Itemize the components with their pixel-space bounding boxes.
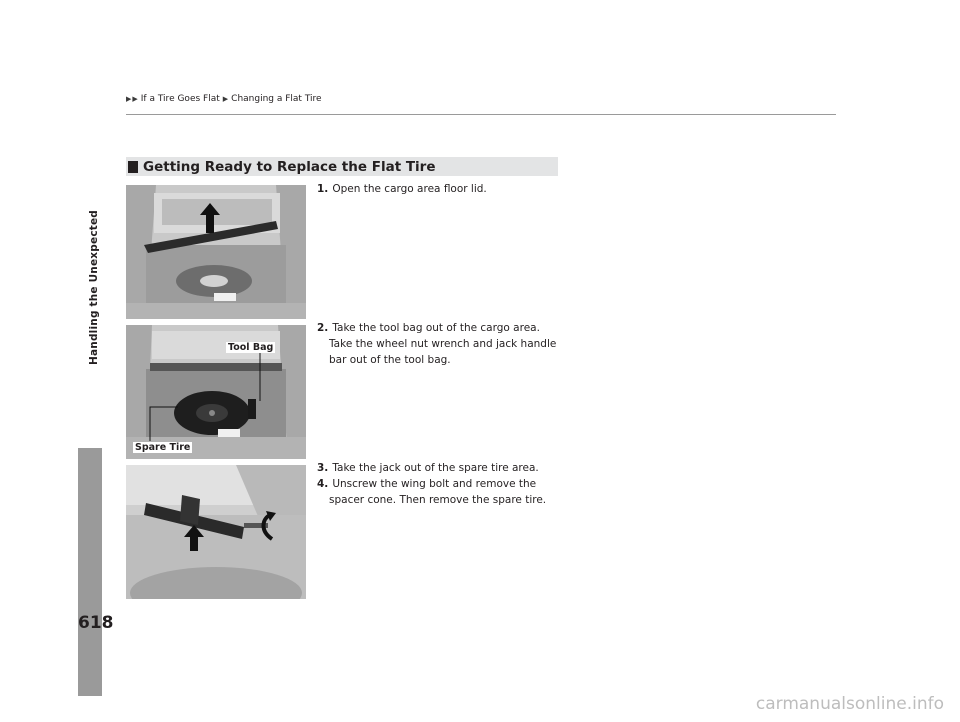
breadcrumb-arrow-icon: ▶ — [222, 95, 229, 103]
breadcrumb-item[interactable]: Changing a Flat Tire — [231, 94, 322, 104]
step-text: Unscrew the wing bolt and remove the — [332, 478, 537, 490]
section-title: Getting Ready to Replace the Flat Tire — [143, 158, 436, 175]
step-text: bar out of the tool bag. — [329, 354, 451, 366]
step-number: 2. — [317, 322, 329, 334]
cargo-floor-lid-image — [126, 185, 306, 319]
breadcrumb-arrow-icon: ▶ — [132, 95, 138, 103]
spare-tire-callout: Spare Tire — [135, 442, 191, 453]
step-text: Take the wheel nut wrench and jack handle — [329, 338, 557, 350]
chapter-label: Handling the Unexpected — [88, 210, 100, 365]
breadcrumb-arrow-icon: ▶ — [126, 95, 132, 103]
header-divider — [126, 114, 836, 115]
step-text: Open the cargo area floor lid. — [332, 183, 487, 195]
step-2 — [317, 320, 577, 368]
step-number: 4. — [317, 478, 329, 490]
tool-bag-callout: Tool Bag — [228, 342, 274, 353]
step-number: 3. — [317, 462, 329, 474]
step-1 — [317, 181, 577, 197]
chapter-tab — [78, 448, 102, 696]
page-number: 618 — [78, 613, 114, 633]
step-text: Take the jack out of the spare tire area. — [332, 462, 539, 474]
breadcrumb — [126, 94, 325, 104]
step-4 — [317, 476, 577, 508]
breadcrumb-item[interactable]: If a Tire Goes Flat — [140, 94, 220, 104]
section-heading — [126, 157, 558, 176]
tool-bag-spare-tire-image — [126, 325, 306, 459]
step-3 — [317, 460, 577, 476]
step-text: spacer cone. Then remove the spare tire. — [329, 494, 547, 506]
square-bullet-icon — [128, 161, 138, 173]
step-number: 1. — [317, 183, 329, 195]
watermark: carmanualsonline.info — [755, 694, 944, 714]
step-text: Take the tool bag out of the cargo area. — [332, 322, 540, 334]
jack-wing-bolt-image — [126, 465, 306, 599]
